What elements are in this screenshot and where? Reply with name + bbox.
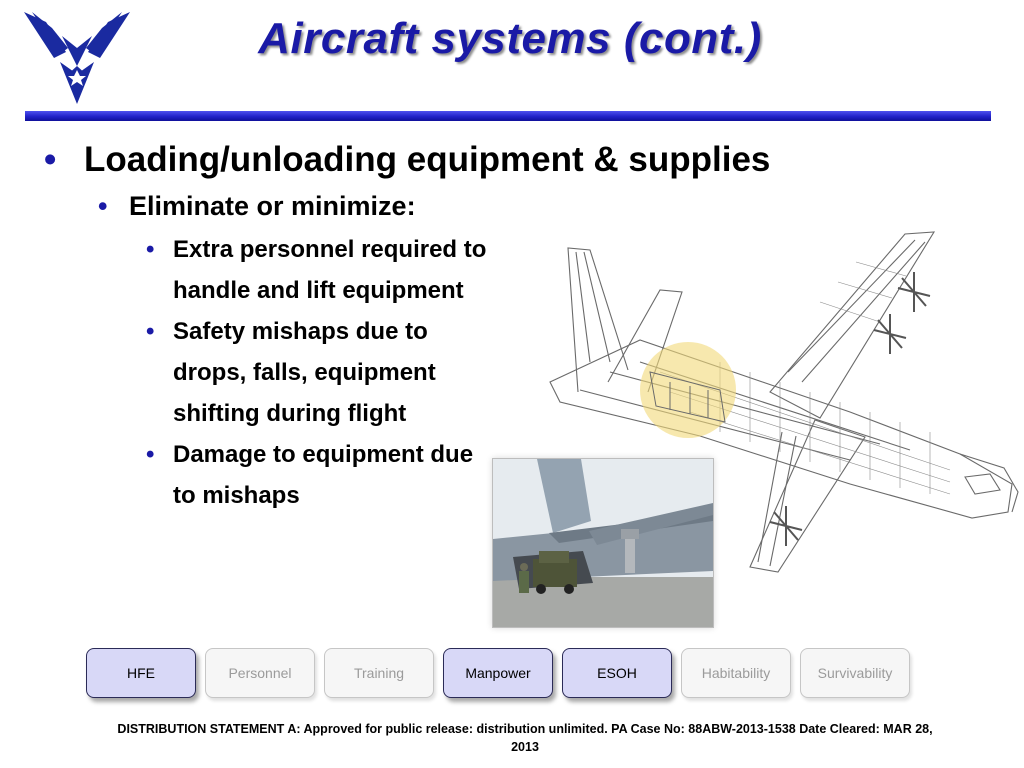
tab-survivability[interactable] [800,648,910,698]
cargo-loading-photo [492,458,714,628]
tab-label: Survivability [817,665,893,681]
bullet-glyph: • [44,140,57,179]
tab-hfe[interactable] [86,648,196,698]
bullet-glyph: • [146,236,155,263]
bullet-level1-text: Loading/unloading equipment & supplies [84,140,771,179]
cargo-highlight [640,342,736,438]
distribution-statement: DISTRIBUTION STATEMENT A: Approved for public release: distribution unlimited. PA Case No: 88ABW-2013-1538 Date Cleared: MAR 28, 2013 [117,722,933,754]
bullet-glyph: • [146,318,155,345]
tab-training[interactable] [324,648,434,698]
air-force-wings-logo [22,6,132,104]
bullet-glyph: • [146,441,155,468]
tab-label: Personnel [228,665,292,681]
tab-personnel[interactable] [205,648,315,698]
title-rule [25,111,991,121]
bullet-level3-text: Damage to equipment due to mishaps [173,441,474,509]
bullet-glyph: • [98,191,108,221]
category-tab-strip [86,648,916,702]
tab-label: Habitability [701,665,771,681]
tab-esoh[interactable] [562,648,672,698]
bullet-level2-text: Eliminate or minimize: [129,191,416,221]
tab-manpower[interactable] [443,648,553,698]
tab-label: Manpower [465,665,531,681]
slide-title: Aircraft systems (cont.) [258,14,762,63]
tab-label: HFE [127,665,155,681]
bullet-level3-text: Safety mishaps due to drops, falls, equipment shifting during flight [173,318,436,427]
tab-label: Training [353,665,405,681]
tab-habitability[interactable] [681,648,791,698]
tab-label: ESOH [597,665,637,681]
bullet-level3-text: Extra personnel required to handle and lift equipment [173,236,487,304]
